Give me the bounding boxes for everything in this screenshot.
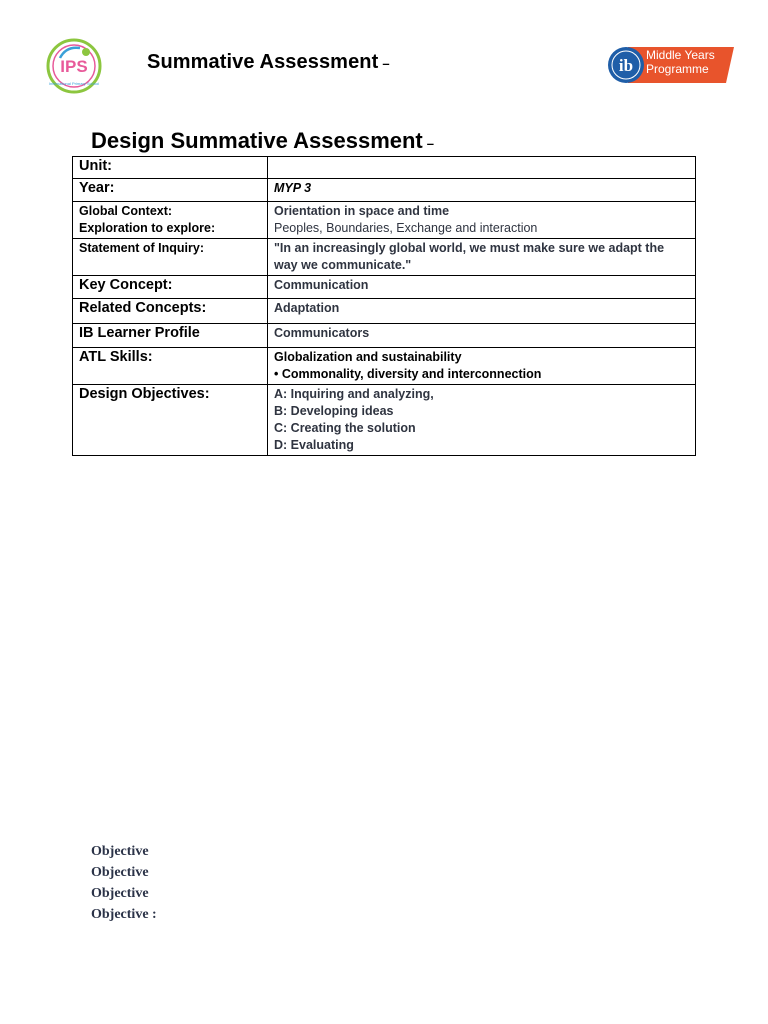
global-context-values	[268, 202, 696, 239]
objective-list-item: Objective	[91, 886, 149, 901]
atl-values	[268, 348, 696, 385]
soi-label: Statement of Inquiry:	[73, 239, 268, 276]
key-concept-label: Key Concept:	[73, 276, 268, 299]
objective-c: C: Creating the solution	[274, 421, 416, 435]
global-context-label: Global Context:	[79, 204, 173, 218]
ib-logo-line2: Programme	[646, 62, 709, 76]
document-title-text: Design Summative Assessment	[91, 128, 423, 153]
atl-line-2: • Commonality, diversity and interconnection	[274, 367, 542, 381]
header-title-text: Summative Assessment	[147, 51, 379, 73]
ib-myp-logo	[606, 44, 736, 86]
objective-list-item: Objective :	[91, 907, 157, 922]
year-label: Year:	[73, 179, 268, 202]
related-concepts-label: Related Concepts:	[73, 299, 268, 324]
row-unit	[73, 157, 696, 179]
unit-label: Unit:	[73, 157, 268, 179]
objective-a: A: Inquiring and analyzing,	[274, 387, 434, 401]
unit-value	[268, 157, 696, 179]
related-concepts-value: Adaptation	[268, 299, 696, 324]
row-year	[73, 179, 696, 202]
global-context-value: Orientation in space and time	[274, 204, 450, 218]
row-statement-of-inquiry	[73, 239, 696, 276]
objective-b: B: Developing ideas	[274, 404, 394, 418]
atl-label: ATL Skills:	[73, 348, 268, 385]
global-context-cell	[73, 202, 268, 239]
document-title-dash: –	[426, 136, 434, 151]
exploration-value: Peoples, Boundaries, Exchange and interaction	[274, 221, 538, 235]
learner-profile-label: IB Learner Profile	[73, 324, 268, 348]
ips-logo	[46, 38, 102, 94]
row-key-concept	[73, 276, 696, 299]
objective-list-item: Objective	[91, 865, 149, 880]
design-objectives-label: Design Objectives:	[73, 385, 268, 456]
header-title	[147, 51, 390, 74]
header-title-dash: –	[382, 56, 390, 71]
ib-logo-mark: ib	[618, 56, 634, 75]
exploration-label: Exploration to explore:	[79, 221, 216, 235]
row-related-concepts	[73, 299, 696, 324]
row-learner-profile	[73, 324, 696, 348]
atl-line-1: Globalization and sustainability	[274, 350, 462, 364]
key-concept-value: Communication	[268, 276, 696, 299]
soi-value: "In an increasingly global world, we must make sure we adapt the way we communicate."	[268, 239, 696, 276]
row-atl-skills	[73, 348, 696, 385]
ips-logo-text: IPS	[60, 57, 88, 76]
year-value: MYP 3	[268, 179, 696, 202]
objective-list-item: Objective	[91, 844, 149, 859]
assessment-info-table	[72, 156, 696, 456]
ips-logo-ring-text: International Primary School	[48, 81, 100, 86]
row-global-context	[73, 202, 696, 239]
learner-profile-value: Communicators	[268, 324, 696, 348]
objective-list	[91, 841, 157, 925]
ib-logo-line1: Middle Years	[646, 48, 715, 62]
objective-d: D: Evaluating	[274, 438, 354, 452]
design-objectives-values	[268, 385, 696, 456]
row-design-objectives	[73, 385, 696, 456]
document-title	[91, 128, 434, 154]
